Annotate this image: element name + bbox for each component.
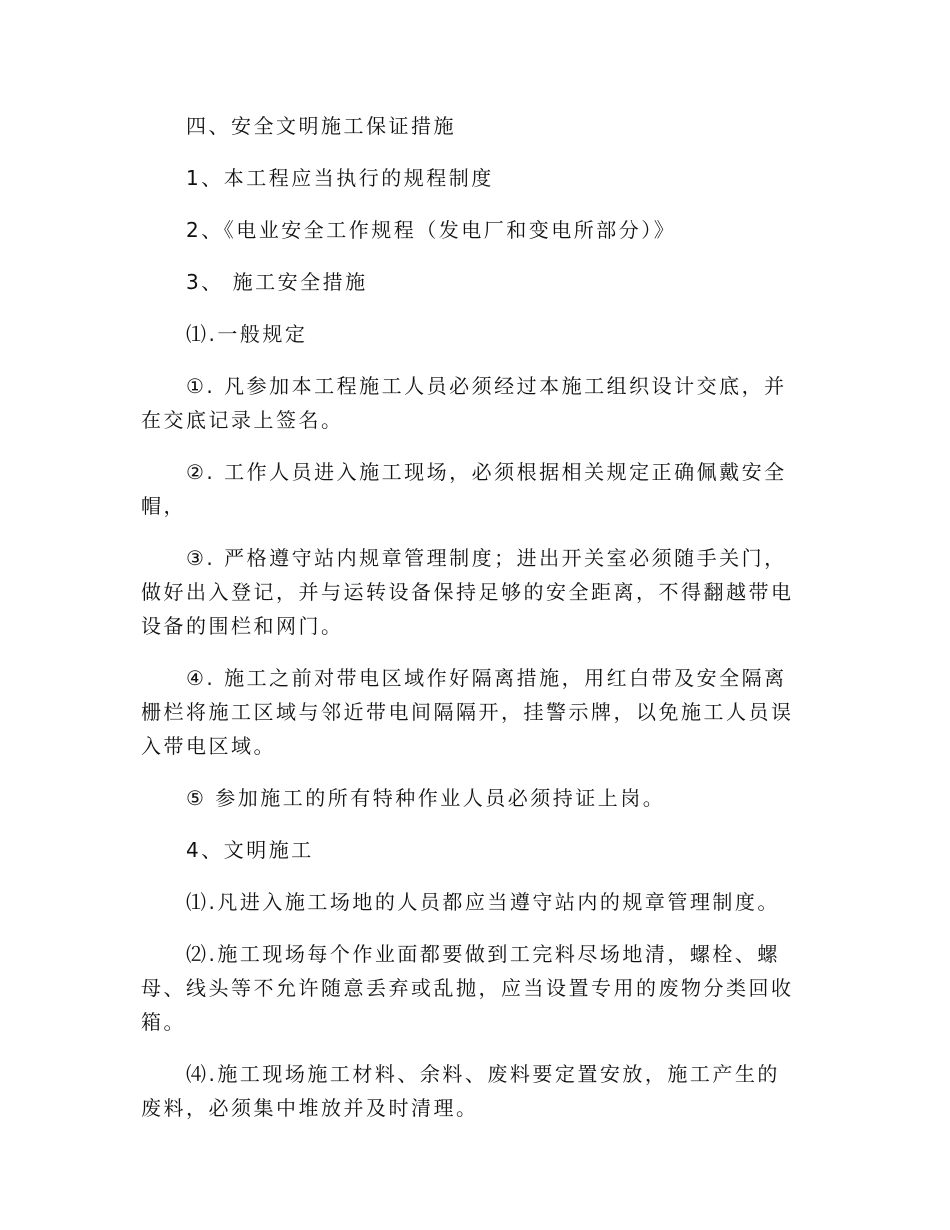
- list-item: ⑷.施工现场施工材料、余料、废料要定置安放，施工产生的废料，必须集中堆放并及时清理。: [141, 1062, 780, 1120]
- list-item: ③. 严格遵守站内规章管理制度；进出开关室必须随手关门，做好出入登记，并与运转设备保持足够的安全距离，不得翻越带电设备的围栏和网门。: [141, 546, 794, 638]
- section-heading: 四、安全文明施工保证措施: [186, 114, 456, 138]
- list-item: ⑵.施工现场每个作业面都要做到工完料尽场地清，螺栓、螺母、线头等不允许随意丢弃或乱抛，应当设置专用的废物分类回收箱。: [141, 942, 794, 1034]
- list-item: ②. 工作人员进入施工现场，必须根据相关规定正确佩戴安全帽，: [141, 460, 787, 518]
- subsection-heading: 4、文明施工: [186, 838, 314, 862]
- list-item: ④. 施工之前对带电区域作好隔离措施，用红白带及安全隔离栅栏将施工区域与邻近带电间隔隔开，挂警示牌，以免施工人员误入带电区域。: [141, 666, 794, 758]
- document-body: [141, 109, 801, 1143]
- list-item: ⑴.凡进入施工场地的人员都应当遵守站内的规章管理制度。: [186, 890, 780, 914]
- paragraph: 1、本工程应当执行的规程制度: [186, 166, 494, 190]
- paragraph: 2、《电业安全工作规程（发电厂和变电所部分）》: [186, 218, 677, 242]
- subsection-heading: 3、 施工安全措施: [186, 270, 368, 294]
- list-item: ①. 凡参加本工程施工人员必须经过本施工组织设计交底，并在交底记录上签名。: [141, 374, 787, 432]
- list-item: ⑤ 参加施工的所有特种作业人员必须持证上岗。: [186, 786, 666, 810]
- subsection-heading: ⑴.一般规定: [186, 322, 308, 346]
